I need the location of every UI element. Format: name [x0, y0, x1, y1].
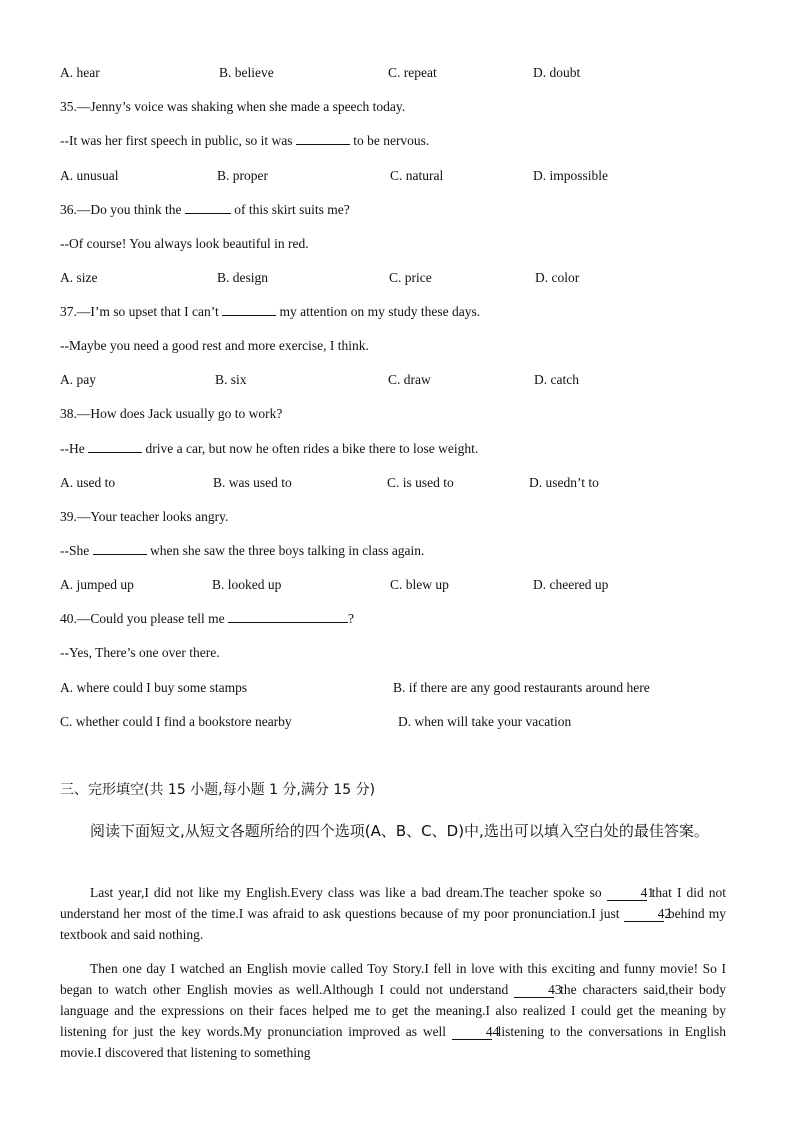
q38-option-b: B. was used to [213, 475, 292, 490]
q35-reply-end: to be nervous. [353, 133, 430, 148]
passage-text: the characters said,their body language and the expressions on their faces helped me to get the meaning.I also realized I could get the meaning by listening for just the key words.My pronunciation improved as well [60, 982, 727, 1039]
q38-option-a: A. used to [60, 475, 116, 490]
q35-option-c: C. natural [390, 168, 444, 183]
section-heading: 三、完形填空(共 15 小题,每小题 1 分,满分 15 分) [60, 782, 376, 798]
q40-stem-start: 40.—Could you please tell me [60, 611, 225, 626]
passage-paragraph-1 [60, 882, 726, 945]
q40-option-d: D. when will take your vacation [398, 714, 572, 729]
q39-option-b: B. looked up [212, 577, 282, 592]
q34-option-d: D. doubt [533, 65, 581, 80]
q35-answer-blank [296, 144, 350, 145]
q37-option-a: A. pay [60, 372, 96, 387]
q39-reply-end: when she saw the three boys talking in class again. [150, 543, 425, 558]
passage-text: Last year,I did not like my English.Every class was like a bad dream.The teacher spoke so [90, 885, 602, 900]
q40-option-a: A. where could I buy some stamps [60, 680, 248, 695]
q40-stem-end: ? [347, 611, 354, 626]
q37-option-b: B. six [215, 372, 247, 387]
q35-stem: 35.—Jenny’s voice was shaking when she made a speech today. [60, 99, 406, 114]
q38-reply-start: --He [60, 441, 85, 456]
q37-stem-start: 37.—I’m so upset that I can’t [60, 304, 219, 319]
q39-option-d: D. cheered up [533, 577, 609, 592]
q40-option-c: C. whether could I find a bookstore nearby [60, 714, 292, 729]
q36-stem [60, 201, 350, 219]
q37-reply: --Maybe you need a good rest and more exercise, I think. [60, 338, 369, 353]
q40-option-b: B. if there are any good restaurants around here [393, 680, 650, 695]
q37-option-c: C. draw [388, 372, 431, 387]
q35-reply-start: --It was her first speech in public, so it was [60, 133, 293, 148]
q39-reply-start: --She [60, 543, 90, 558]
q38-option-c: C. is used to [387, 475, 454, 490]
blank-42: 42 [624, 906, 664, 922]
q38-reply-end: drive a car, but now he often rides a bike there to lose weight. [145, 441, 479, 456]
q36-option-d: D. color [535, 270, 580, 285]
q36-option-a: A. size [60, 270, 98, 285]
q39-option-c: C. blew up [390, 577, 449, 592]
q39-reply [60, 542, 424, 560]
q38-reply [60, 440, 478, 458]
q37-stem [60, 303, 480, 321]
q34-option-b: B. believe [219, 65, 274, 80]
q38-option-d: D. usedn’t to [529, 475, 599, 490]
q34-option-c: C. repeat [388, 65, 437, 80]
q35-option-b: B. proper [217, 168, 268, 183]
q36-answer-blank [185, 213, 231, 214]
q39-answer-blank [93, 554, 147, 555]
passage-text: behind my textbook and said nothing. [60, 906, 727, 942]
q35-option-d: D. impossible [533, 168, 609, 183]
passage-paragraph-2 [60, 958, 726, 1063]
q39-option-a: A. jumped up [60, 577, 134, 592]
q38-stem: 38.—How does Jack usually go to work? [60, 406, 283, 421]
passage-text: listening to the conversations in English movie.I discovered that listening to something [60, 1024, 726, 1060]
section-instruction: 阅读下面短文,从短文各题所给的四个选项(A、B、C、D)中,选出可以填入空白处的最佳答案。 [90, 822, 709, 840]
q36-option-c: C. price [389, 270, 432, 285]
q36-option-b: B. design [217, 270, 269, 285]
q38-answer-blank [88, 452, 142, 453]
q37-option-d: D. catch [534, 372, 579, 387]
q34-option-a: A. hear [60, 65, 100, 80]
q36-stem-end: of this skirt suits me? [234, 202, 350, 217]
q35-reply [60, 132, 429, 150]
q37-answer-blank [222, 315, 276, 316]
blank-43: 43 [514, 982, 554, 998]
q40-stem [60, 610, 354, 628]
q40-answer-blank [228, 622, 348, 623]
q35-option-a: A. unusual [60, 168, 119, 183]
q40-reply: --Yes, There’s one over there. [60, 645, 220, 660]
passage-text: that I did not understand her most of the time.I was afraid to ask questions because of my poor pronunciation.I just [60, 885, 726, 921]
blank-44: 44 [452, 1024, 492, 1040]
passage-text: Then one day I watched an English movie called Toy Story.I fell in love with this exciting and funny movie! So I began to watch other English movies as well.Although I could not understand [60, 961, 726, 997]
q36-stem-start: 36.—Do you think the [60, 202, 182, 217]
q39-stem: 39.—Your teacher looks angry. [60, 509, 229, 524]
q36-reply: --Of course! You always look beautiful in red. [60, 236, 309, 251]
q37-stem-end: my attention on my study these days. [279, 304, 481, 319]
blank-41: 41 [607, 885, 647, 901]
